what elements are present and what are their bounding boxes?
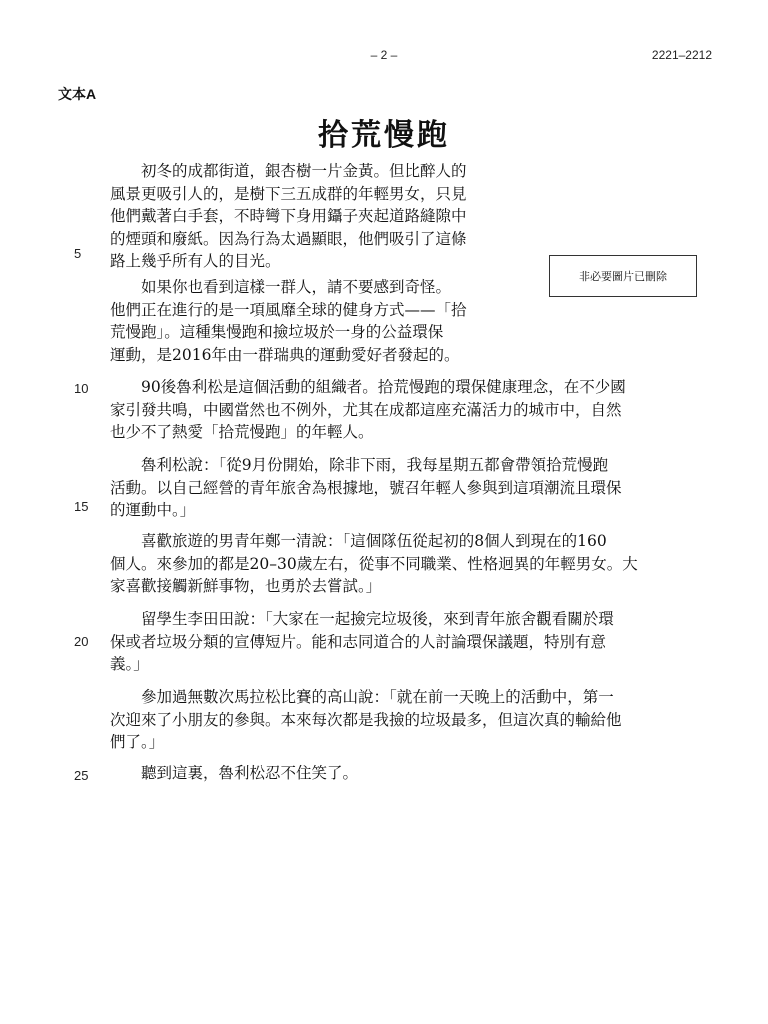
paragraph-6	[110, 608, 710, 676]
text-line: 家喜歡接觸新鮮事物，也勇於去嘗試。」	[110, 577, 382, 595]
text-line: 他們正在進行的是一項風靡全球的健身方式——「拾	[110, 300, 467, 319]
image-removed-placeholder: 非必要圖片已刪除	[549, 255, 697, 297]
text-line: 初冬的成都街道，銀杏樹一片金黃。但比醉人的	[110, 162, 467, 180]
text-line: 路上幾乎所有人的目光。	[110, 252, 281, 270]
text-line: 風景更吸引人的，是樹下三五成群的年輕男女，只見	[110, 184, 467, 203]
paragraph-7	[110, 686, 710, 754]
paragraph-8	[110, 762, 710, 785]
page-number: – 2 –	[370, 48, 398, 62]
line-number-10: 10	[74, 381, 89, 396]
text-line: 也少不了熱愛「拾荒慢跑」的年輕人。	[110, 423, 374, 441]
section-label: 文本A	[58, 86, 97, 102]
text-line: 活動。以自己經營的青年旅舍為根據地，號召年輕人參與到這項潮流且環保	[110, 478, 622, 497]
text-line: 家引發共鳴，中國當然也不例外，尤其在成都這座充滿活力的城市中，自然	[110, 400, 622, 419]
line-number-25: 25	[74, 768, 89, 783]
text-line: 90後魯利松是這個活動的組織者。拾荒慢跑的環保健康理念，在不少國	[110, 378, 626, 396]
paper-code: 2221–2212	[651, 48, 712, 62]
text-line: 們了。」	[110, 733, 165, 751]
text-line: 荒慢跑」。這種集慢跑和撿垃圾於一身的公益環保	[110, 323, 444, 341]
text-line: 運動，是2016年由一群瑞典的運動愛好者發起的。	[110, 345, 460, 364]
line-number-5: 5	[74, 246, 82, 261]
text-line: 的運動中。」	[110, 501, 196, 519]
text-line: 喜歡旅遊的男青年鄭一清說：「這個隊伍從起初的8個人到現在的160	[110, 532, 607, 550]
article-title: 拾荒慢跑	[318, 118, 450, 153]
paragraph-4	[110, 454, 710, 522]
text-line: 個人。來參加的都是20–30歲左右，從事不同職業、性格迥異的年輕男女。大	[110, 554, 638, 573]
text-line: 他們戴著白手套，不時彎下身用鑷子夾起道路縫隙中	[110, 207, 467, 225]
line-number-20: 20	[74, 634, 89, 649]
paragraph-2	[110, 276, 530, 366]
text-line: 次迎來了小朋友的參與。本來每次都是我撿的垃圾最多，但這次真的輸給他	[110, 710, 622, 729]
paragraph-3	[110, 376, 710, 444]
paragraph-1	[110, 160, 530, 273]
paragraph-5	[110, 530, 710, 598]
text-line: 聽到這裏，魯利松忍不住笑了。	[110, 764, 359, 782]
text-line: 如果你也看到這樣一群人，請不要感到奇怪。	[110, 278, 452, 296]
line-number-15: 15	[74, 499, 89, 514]
text-line: 魯利松說：「從9月份開始，除非下雨，我每星期五都會帶領拾荒慢跑	[110, 456, 609, 474]
text-line: 留學生李田田說：「大家在一起撿完垃圾後，來到青年旅舍觀看關於環	[110, 610, 614, 628]
text-line: 參加過無數次馬拉松比賽的高山說：「就在前一天晚上的活動中，第一	[110, 688, 614, 706]
text-line: 保或者垃圾分類的宣傳短片。能和志同道合的人討論環保議題，特別有意	[110, 632, 607, 651]
text-line: 義。」	[110, 655, 149, 673]
text-line: 的煙頭和廢紙。因為行為太過顯眼，他們吸引了這條	[110, 229, 467, 248]
